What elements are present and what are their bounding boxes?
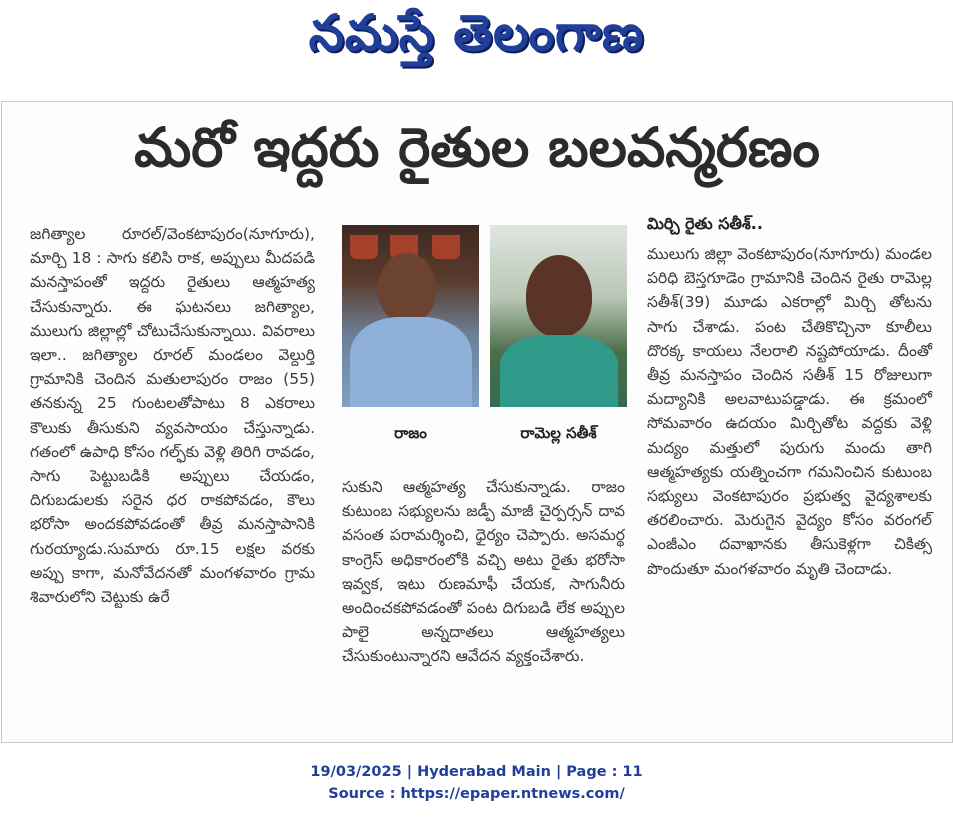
photo-caption-satish: రామెల్ల సతీశ్ <box>520 424 597 442</box>
newspaper-masthead <box>0 0 953 100</box>
article-headline: మరో ఇద్దరు రైతుల బలవన్మరణం <box>134 116 820 179</box>
photo-caption-rajam: రాజం <box>394 424 427 442</box>
page-footer <box>0 761 953 805</box>
article-column-2: సుకుని ఆత్మహత్య చేసుకున్నాడు. రాజం కుటుంబ సభ్యులను జడ్పీ మాజీ చైర్పర్సన్ దావ వసంత పరామర్శించి, ధైర్యం చెప్పారు. అసమర్థ కాంగ్రెస్ అధికారంలోకి వచ్చి అటు రైతు భరోసా ఇవ్వక, ఇటు రుణమాఫీ చేయక, సాగునీరు అందించకపోవడంతో పంట దిగుబడి లేక అప్పుల పాలై అన్నదాతలు ఆత్మహత్యలు చేసుకుంటున్నారని ఆవేదన వ్యక్తంచేశారు. <box>342 478 625 666</box>
photo-satish <box>490 225 627 407</box>
photo-rajam <box>342 225 479 407</box>
article-column-3: ములుగు జిల్లా వెంకటాపురం(నూగూరు) మండల పరిధి బెస్తగూడెం గ్రామానికి చెందిన రైతు రామెల్ల సతీశ్(39) మూడు ఎకరాల్లో మిర్చి తోటను సాగు చేశాడు. పంట చేతికొచ్చినా కూలీలు దొరక్క కాయలు నేలరాలి నష్టపోయాడు. దీంతో తీవ్ర మనస్తాపం చెందిన సతీశ్ 15 రోజులుగా మద్యానికి అలవాటుపడ్డాడు. ఈ క్రమంలో సోమవారం ఉదయం మిర్చితోట వద్దకు వెళ్లి మద్యం మత్తులో పురుగు మందు తాగి ఆత్మహత్యకు యత్నించగా గమనించిన కుటుంబ సభ్యులు వెంకటాపురం ప్రభుత్వ వైద్యశాలకు తరలించారు. మెరుగైన వైద్యం కోసం వరంగల్ ఎంజీఎం దవాఖానకు తీసుకెళ్లగా చికిత్స పొందుతూ మంగళవారం మృతి చెందాడు. <box>647 245 932 578</box>
dateline: 19/03/2025 | Hyderabad Main | Page : 11 <box>310 764 643 780</box>
news-clipping <box>1 101 953 743</box>
article-subheading: మిర్చి రైతు సతీశ్.. <box>647 214 763 233</box>
article-column-1: జగిత్యాల రూరల్/వెంకటాపురం(నూగూరు), మార్చి 18 : సాగు కలిసి రాక, అప్పులు మీదపడి మనస్తాపంతో ఇద్దరు రైతులు ఆత్మహత్య చేసుకున్నారు. ఈ ఘటనలు జగిత్యాల, ములుగు జిల్లాల్లో చోటుచేసుకున్నాయి. వివరాలు ఇలా.. జగిత్యాల రూరల్ మండలం వెల్దుర్తి గ్రామానికి చెందిన మతులాపురం రాజం (55) తనకున్న 25 గుంటలతోపాటు 8 ఎకరాలు కౌలుకు తీసుకుని వ్యవసాయం చేస్తున్నాడు. గతంలో ఉపాధి కోసం గల్ఫ్‌కు వెళ్లి తిరిగి రావడం, సాగు పెట్టుబడికి అప్పులు చేయడం, దిగుబడులకు సరైన ధర రాకపోవడం, కౌలు భరోసా అందకపోవడంతో తీవ్ర మనస్తాపానికి గురయ్యాడు.సుమారు రూ.15 లక్షల వరకు అప్పు కాగా, మనోవేదనతో మంగళవారం గ్రామ శివారులోని చెట్టుకు ఉరే <box>30 225 315 607</box>
newspaper-logo: నమస్తే తెలంగాణ <box>308 4 645 62</box>
source-link[interactable]: Source : https://epaper.ntnews.com/ <box>328 786 625 802</box>
